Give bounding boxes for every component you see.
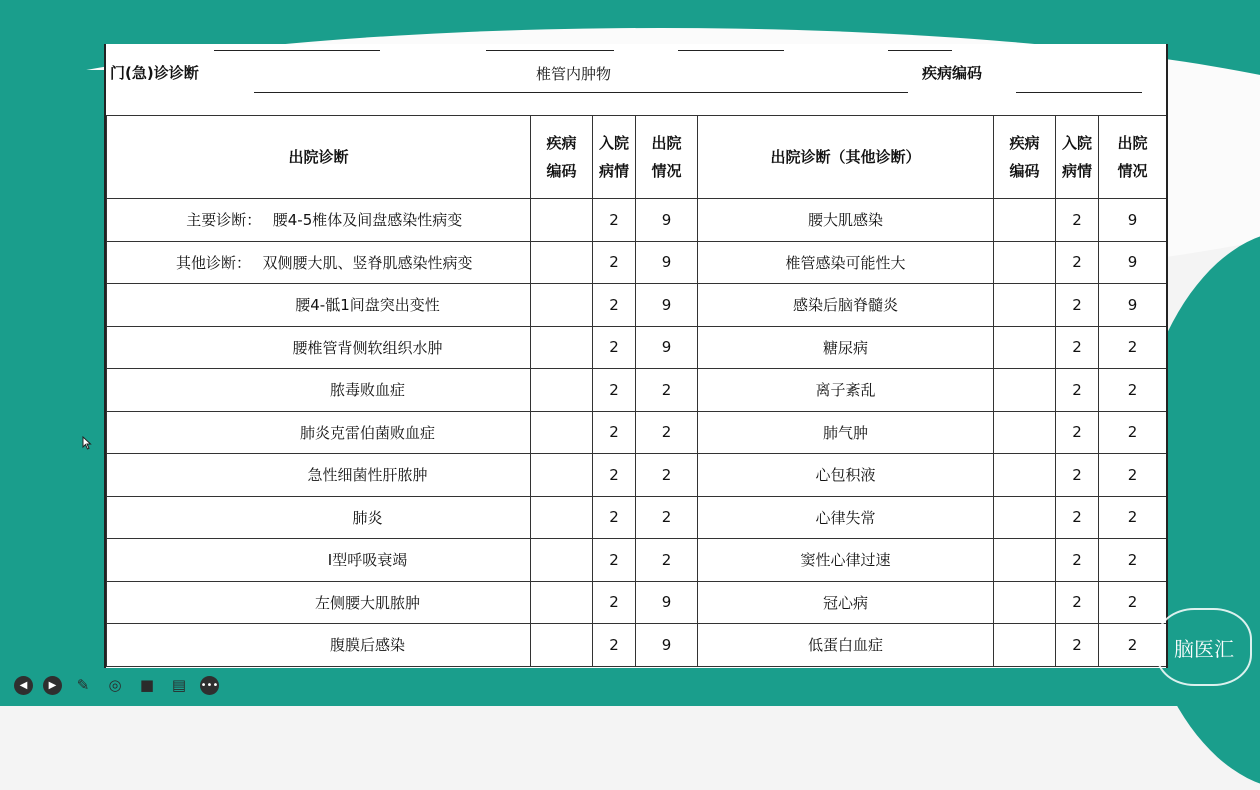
watermark-text: 脑医汇 bbox=[1174, 636, 1234, 661]
admission-condition-cell: 2 bbox=[593, 369, 636, 412]
disease-code-cell-2 bbox=[994, 284, 1056, 327]
diagnosis-text: 急性细菌性肝脓肿 bbox=[307, 466, 428, 485]
other-diagnosis-cell: 心包积液 bbox=[698, 454, 994, 497]
table-row bbox=[107, 284, 1167, 327]
camera-icon[interactable]: ■ bbox=[139, 676, 155, 694]
admission-condition-cell: 2 bbox=[593, 624, 636, 667]
diagnosis-text: 左侧腰大肌脓肿 bbox=[314, 593, 420, 612]
next-slide-icon[interactable]: ▶ bbox=[43, 676, 62, 695]
discharge-status-cell: 9 bbox=[636, 241, 698, 284]
discharge-status-cell-2: 2 bbox=[1099, 369, 1167, 412]
other-diagnosis-cell: 低蛋白血症 bbox=[698, 624, 994, 667]
disease-code-cell bbox=[531, 199, 593, 242]
diagnosis-text: 双侧腰大肌、竖脊肌感染性病变 bbox=[262, 253, 473, 272]
outpatient-diagnosis-value: 椎管内肿物 bbox=[536, 65, 612, 83]
diagnosis-text: 脓毒败血症 bbox=[329, 381, 405, 400]
table-row bbox=[107, 539, 1167, 582]
disease-code-cell bbox=[531, 539, 593, 582]
table-header-row bbox=[107, 116, 1167, 199]
discharge-status-cell: 9 bbox=[636, 284, 698, 327]
table-row bbox=[107, 581, 1167, 624]
discharge-status-cell-2: 2 bbox=[1099, 496, 1167, 539]
diagnosis-cell bbox=[107, 581, 531, 624]
discharge-status-cell-2: 9 bbox=[1099, 199, 1167, 242]
disease-code-cell bbox=[531, 411, 593, 454]
disease-code-cell-2 bbox=[994, 454, 1056, 497]
diagnosis-cell bbox=[107, 326, 531, 369]
subtitle-icon[interactable]: ▤ bbox=[171, 676, 187, 694]
disease-code-label: 疾病编码 bbox=[922, 64, 983, 82]
form-underline bbox=[678, 50, 784, 51]
pen-icon[interactable]: ✎ bbox=[76, 676, 90, 694]
diagnosis-cell bbox=[107, 624, 531, 667]
admission-condition-cell: 2 bbox=[593, 241, 636, 284]
mouse-cursor-icon bbox=[82, 436, 92, 450]
admission-condition-cell-2: 2 bbox=[1056, 624, 1099, 667]
diagnosis-text: 腰4-5椎体及间盘感染性病变 bbox=[272, 211, 463, 230]
admission-condition-cell-2: 2 bbox=[1056, 241, 1099, 284]
admission-condition-cell-2: 2 bbox=[1056, 369, 1099, 412]
disease-code-cell-2 bbox=[994, 496, 1056, 539]
discharge-status-cell-2: 2 bbox=[1099, 454, 1167, 497]
disease-code-cell-2 bbox=[994, 369, 1056, 412]
disease-code-cell bbox=[531, 581, 593, 624]
table-row bbox=[107, 369, 1167, 412]
disease-code-cell-2 bbox=[994, 624, 1056, 667]
diagnosis-cell bbox=[107, 496, 531, 539]
form-underline bbox=[214, 50, 380, 51]
discharge-status-cell: 2 bbox=[636, 539, 698, 582]
discharge-diagnosis-table bbox=[106, 115, 1167, 667]
table-row bbox=[107, 454, 1167, 497]
disease-code-cell-2 bbox=[994, 241, 1056, 284]
discharge-status-cell-2: 2 bbox=[1099, 624, 1167, 667]
table-row bbox=[107, 496, 1167, 539]
outpatient-diagnosis-underline bbox=[254, 92, 908, 93]
diagnosis-text: 腰椎管背侧软组织水肿 bbox=[292, 338, 443, 357]
discharge-status-cell-2: 2 bbox=[1099, 581, 1167, 624]
admission-condition-cell: 2 bbox=[593, 284, 636, 327]
admission-condition-cell: 2 bbox=[593, 581, 636, 624]
background-left-panel bbox=[0, 70, 104, 706]
slide-controls-toolbar bbox=[14, 674, 219, 696]
admission-condition-cell-2: 2 bbox=[1056, 539, 1099, 582]
other-diagnosis-cell: 感染后脑脊髓炎 bbox=[698, 284, 994, 327]
header-other-diagnosis: 出院诊断（其他诊断） bbox=[698, 116, 994, 199]
discharge-status-cell-2: 9 bbox=[1099, 241, 1167, 284]
header-discharge-status: 出院 情况 bbox=[636, 116, 698, 199]
header-admission-condition: 入院 病情 bbox=[593, 116, 636, 199]
diagnosis-cell bbox=[107, 454, 531, 497]
disease-code-underline bbox=[1016, 92, 1142, 93]
diagnosis-cell bbox=[107, 369, 531, 412]
other-diagnosis-cell: 窦性心律过速 bbox=[698, 539, 994, 582]
other-diagnosis-cell: 肺气肿 bbox=[698, 411, 994, 454]
disease-code-cell bbox=[531, 369, 593, 412]
table-row bbox=[107, 241, 1167, 284]
medical-record-document bbox=[104, 44, 1168, 668]
form-underline bbox=[888, 50, 952, 51]
outpatient-diagnosis-label: 门(急)诊诊断 bbox=[110, 64, 199, 82]
admission-condition-cell-2: 2 bbox=[1056, 411, 1099, 454]
discharge-status-cell-2: 2 bbox=[1099, 539, 1167, 582]
discharge-status-cell: 9 bbox=[636, 199, 698, 242]
admission-condition-cell: 2 bbox=[593, 199, 636, 242]
diagnosis-cell bbox=[107, 284, 531, 327]
admission-condition-cell-2: 2 bbox=[1056, 581, 1099, 624]
admission-condition-cell: 2 bbox=[593, 496, 636, 539]
disease-code-cell bbox=[531, 454, 593, 497]
disease-code-cell-2 bbox=[994, 411, 1056, 454]
other-diagnosis-cell: 心律失常 bbox=[698, 496, 994, 539]
discharge-status-cell-2: 9 bbox=[1099, 284, 1167, 327]
admission-condition-cell-2: 2 bbox=[1056, 326, 1099, 369]
disease-code-cell-2 bbox=[994, 539, 1056, 582]
diagnosis-cell bbox=[107, 241, 531, 284]
discharge-status-cell: 2 bbox=[636, 411, 698, 454]
header-disease-code: 疾病 编码 bbox=[531, 116, 593, 199]
table-row bbox=[107, 624, 1167, 667]
disease-code-cell bbox=[531, 496, 593, 539]
admission-condition-cell: 2 bbox=[593, 454, 636, 497]
discharge-status-cell: 2 bbox=[636, 454, 698, 497]
disease-code-cell-2 bbox=[994, 581, 1056, 624]
disease-code-cell-2 bbox=[994, 199, 1056, 242]
diagnosis-text: 腰4-骶1间盘突出变性 bbox=[295, 296, 440, 315]
other-diagnosis-cell: 离子紊乱 bbox=[698, 369, 994, 412]
table-row bbox=[107, 326, 1167, 369]
diagnosis-text: 肺炎 bbox=[352, 508, 383, 527]
more-icon[interactable]: ••• bbox=[200, 676, 219, 695]
other-diagnosis-cell: 腰大肌感染 bbox=[698, 199, 994, 242]
admission-condition-cell-2: 2 bbox=[1056, 496, 1099, 539]
diagnosis-text: 肺炎克雷伯菌败血症 bbox=[299, 423, 435, 442]
prev-slide-icon[interactable]: ◀ bbox=[14, 676, 33, 695]
form-underline bbox=[486, 50, 614, 51]
disease-code-cell bbox=[531, 284, 593, 327]
other-diagnosis-cell: 糖尿病 bbox=[698, 326, 994, 369]
admission-condition-cell: 2 bbox=[593, 539, 636, 582]
watermark-logo bbox=[1156, 608, 1252, 686]
diagnosis-prefix: 主要诊断： bbox=[186, 211, 262, 230]
table-row bbox=[107, 199, 1167, 242]
diagnosis-cell bbox=[107, 199, 531, 242]
header-discharge-diagnosis: 出院诊断 bbox=[107, 116, 531, 199]
header-discharge-status-2: 出院 情况 bbox=[1099, 116, 1167, 199]
other-diagnosis-cell: 椎管感染可能性大 bbox=[698, 241, 994, 284]
discharge-status-cell: 2 bbox=[636, 369, 698, 412]
diagnosis-prefix: 其他诊断： bbox=[175, 253, 251, 272]
discharge-status-cell-2: 2 bbox=[1099, 326, 1167, 369]
discharge-status-cell: 2 bbox=[636, 496, 698, 539]
admission-condition-cell: 2 bbox=[593, 411, 636, 454]
discharge-status-cell-2: 2 bbox=[1099, 411, 1167, 454]
admission-condition-cell-2: 2 bbox=[1056, 454, 1099, 497]
admission-condition-cell: 2 bbox=[593, 326, 636, 369]
pointer-icon[interactable]: ◎ bbox=[108, 676, 122, 694]
admission-condition-cell-2: 2 bbox=[1056, 284, 1099, 327]
admission-condition-cell-2: 2 bbox=[1056, 199, 1099, 242]
header-disease-code-2: 疾病 编码 bbox=[994, 116, 1056, 199]
disease-code-cell-2 bbox=[994, 326, 1056, 369]
disease-code-cell bbox=[531, 326, 593, 369]
table-row bbox=[107, 411, 1167, 454]
diagnosis-text: 腹膜后感染 bbox=[329, 636, 405, 655]
discharge-status-cell: 9 bbox=[636, 326, 698, 369]
discharge-status-cell: 9 bbox=[636, 581, 698, 624]
diagnosis-text: I型呼吸衰竭 bbox=[327, 551, 408, 570]
discharge-status-cell: 9 bbox=[636, 624, 698, 667]
diagnosis-cell bbox=[107, 539, 531, 582]
diagnosis-cell bbox=[107, 411, 531, 454]
header-admission-condition-2: 入院 病情 bbox=[1056, 116, 1099, 199]
disease-code-cell bbox=[531, 241, 593, 284]
disease-code-cell bbox=[531, 624, 593, 667]
other-diagnosis-cell: 冠心病 bbox=[698, 581, 994, 624]
